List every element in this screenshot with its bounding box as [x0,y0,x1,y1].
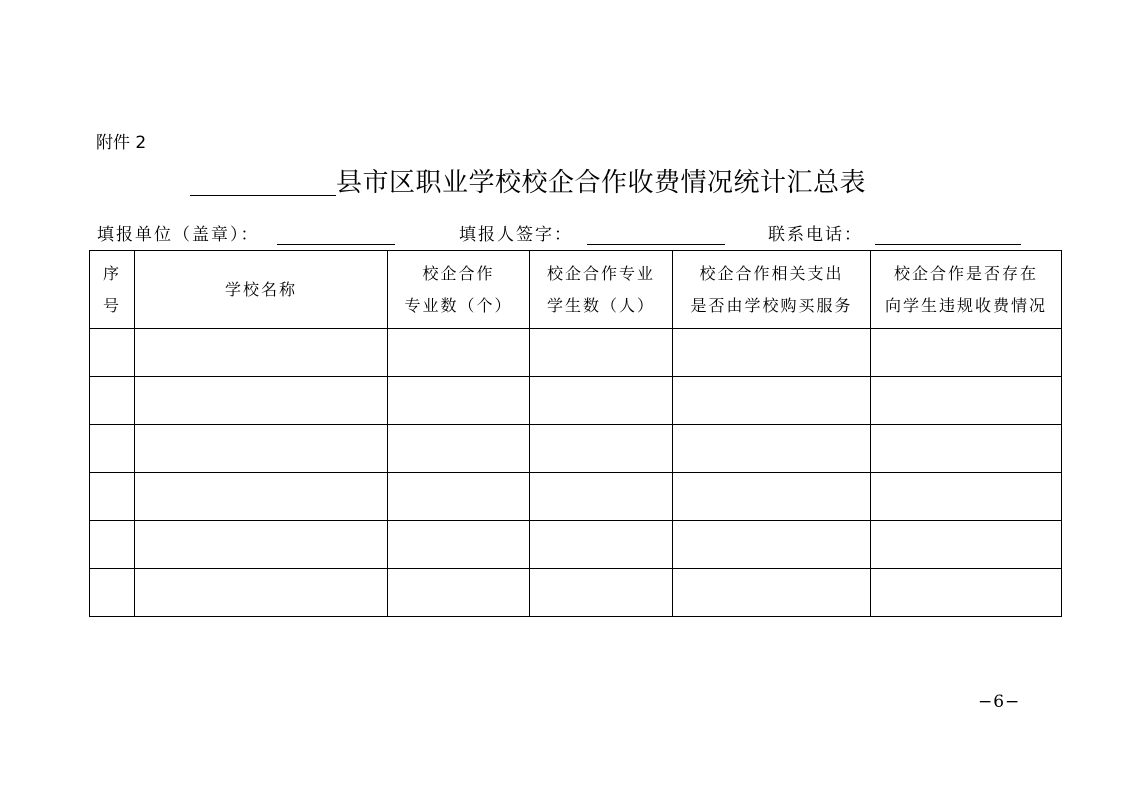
table-cell[interactable] [135,473,388,521]
table-cell[interactable] [673,329,871,377]
contact-phone-label: 联系电话： [768,225,863,245]
title-blank-line[interactable] [190,165,336,196]
table-cell[interactable] [871,329,1062,377]
table-cell[interactable] [90,473,135,521]
reporting-unit-blank[interactable] [277,244,395,245]
table-cell[interactable] [388,329,530,377]
contact-phone-blank[interactable] [875,244,1021,245]
table-cell[interactable] [530,521,673,569]
table-cell[interactable] [135,329,388,377]
table-cell[interactable] [673,521,871,569]
table-cell[interactable] [673,569,871,617]
table-cell[interactable] [388,473,530,521]
table-row [90,329,1062,377]
page-title: 县市区职业学校校企合作收费情况统计汇总表 [336,168,867,198]
table-cell[interactable] [90,521,135,569]
table-cell[interactable] [673,377,871,425]
header-serial-number: 序 号 [90,251,135,329]
reporter-signature-label: 填报人签字： [459,225,573,245]
table-cell[interactable] [871,521,1062,569]
table-cell[interactable] [135,425,388,473]
table-cell[interactable] [871,377,1062,425]
reporting-unit-label: 填报单位（盖章）： [97,225,260,245]
table-cell[interactable] [90,377,135,425]
page-number: −6− [978,692,1021,712]
table-cell[interactable] [871,569,1062,617]
table-cell[interactable] [388,377,530,425]
table-header-row [90,251,1062,329]
header-illegal-charges: 校企合作是否存在 向学生违规收费情况 [871,251,1062,329]
table-cell[interactable] [530,425,673,473]
table-cell[interactable] [871,473,1062,521]
table-cell[interactable] [388,425,530,473]
attachment-label: 附件 2 [96,133,147,153]
table-row [90,377,1062,425]
header-cooperation-majors: 校企合作 专业数（个） [388,251,530,329]
table-cell[interactable] [90,329,135,377]
table-row [90,473,1062,521]
table-cell[interactable] [530,473,673,521]
header-school-name: 学校名称 [135,251,388,329]
table-cell[interactable] [388,521,530,569]
table-cell[interactable] [673,473,871,521]
summary-table [89,250,1062,617]
header-cooperation-students: 校企合作专业 学生数（人） [530,251,673,329]
table-cell[interactable] [530,377,673,425]
table-cell[interactable] [90,569,135,617]
table-cell[interactable] [530,569,673,617]
table-cell[interactable] [530,329,673,377]
table-row [90,521,1062,569]
table-cell[interactable] [90,425,135,473]
table-row [90,569,1062,617]
table-cell[interactable] [135,377,388,425]
reporter-signature-blank[interactable] [587,244,725,245]
table-cell[interactable] [135,569,388,617]
header-purchased-services: 校企合作相关支出 是否由学校购买服务 [673,251,871,329]
table-cell[interactable] [135,521,388,569]
table-cell[interactable] [871,425,1062,473]
title-row [190,164,866,200]
table-cell[interactable] [388,569,530,617]
table-row [90,425,1062,473]
table-cell[interactable] [673,425,871,473]
